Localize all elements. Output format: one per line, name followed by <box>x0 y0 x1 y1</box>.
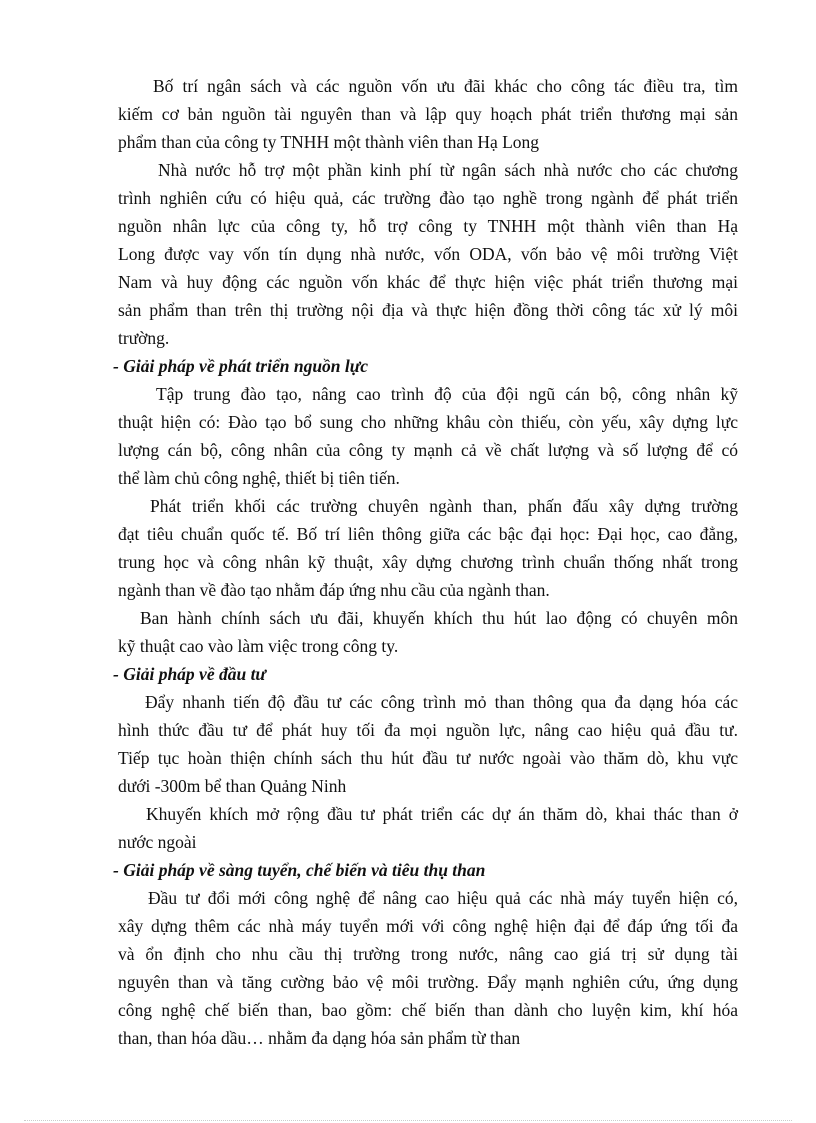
section-heading-investment: - Giải pháp về đầu tư <box>113 664 266 684</box>
paragraph-line: Long được vay vốn tín dụng nhà nước, vốn ODA, vốn bảo vệ môi trường Việt <box>118 244 738 264</box>
paragraph-line: Bố trí ngân sách và các nguồn vốn ưu đãi khác cho công tác điều tra, tìm <box>153 76 738 96</box>
paragraph-line: Khuyến khích mở rộng đầu tư phát triển các dự án thăm dò, khai thác than ở <box>146 804 738 824</box>
paragraph-line: than, than hóa dầu… nhằm đa dạng hóa sản phẩm từ than <box>118 1028 521 1048</box>
paragraph-line: xây dựng thêm các nhà máy tuyển mới với công nghệ hiện đại để đáp ứng tối đa <box>118 916 738 936</box>
paragraph-line: nguyên than và tăng cường bảo vệ môi trường. Đẩy mạnh nghiên cứu, ứng dụng <box>118 972 738 992</box>
paragraph-line: nước ngoài <box>118 832 197 852</box>
paragraph-line: phẩm than của công ty TNHH một thành viên than Hạ Long <box>118 132 540 152</box>
paragraph-line: Đầu tư đổi mới công nghệ để nâng cao hiệu quả các nhà máy tuyển hiện có, <box>148 888 738 908</box>
paragraph-line: Đẩy nhanh tiến độ đầu tư các công trình mỏ than thông qua đa dạng hóa các <box>145 692 738 712</box>
paragraph-line: Tập trung đào tạo, nâng cao trình độ của đội ngũ cán bộ, công nhân kỹ <box>156 384 738 404</box>
paragraph-line: kỹ thuật cao vào làm việc trong công ty. <box>118 636 399 656</box>
paragraph-line: ngành than về đào tạo nhằm đáp ứng nhu cầu của ngành than. <box>118 580 550 600</box>
paragraph-line: trình nghiên cứu có hiệu quả, các trường đào tạo nghề trong ngành để phát triển <box>118 188 738 208</box>
paragraph-line: lượng cán bộ, công nhân của công ty mạnh cả về chất lượng và số lượng để có <box>118 440 738 460</box>
paragraph-line: đạt tiêu chuẩn quốc tế. Bố trí liên thông giữa các bậc đại học: Đại học, cao đẳng, <box>118 524 738 544</box>
paragraph-line: dưới -300m bể than Quảng Ninh <box>118 776 347 796</box>
paragraph-line: nguồn nhân lực của công ty, hỗ trợ công ty TNHH một thành viên than Hạ <box>118 216 738 236</box>
paragraph-line: sản phẩm than trên thị trường nội địa và thực hiện đồng thời công tác xử lý môi <box>118 300 738 320</box>
paragraph-line: kiếm cơ bản nguồn tài nguyên than và lập quy hoạch phát triển thương mại sản <box>118 104 738 124</box>
paragraph-line: và ổn định cho nhu cầu thị trường trong nước, nâng cao giá trị sử dụng tài <box>118 944 738 964</box>
paragraph-line: thuật hiện có: Đào tạo bổ sung cho những khâu còn thiếu, còn yếu, xây dựng lực <box>118 412 738 432</box>
paragraph-line: Tiếp tục hoàn thiện chính sách thu hút đầu tư nước ngoài vào thăm dò, khu vực <box>118 748 738 768</box>
paragraph-line: Nhà nước hỗ trợ một phần kinh phí từ ngân sách nhà nước cho các chương <box>158 160 738 180</box>
page-bottom-divider <box>24 1120 792 1121</box>
paragraph-line: trường. <box>118 328 170 348</box>
paragraph-line: Nam và huy động các nguồn vốn khác để thực hiện việc phát triển thương mại <box>118 272 738 292</box>
paragraph-line: thể làm chủ công nghệ, thiết bị tiên tiến. <box>118 468 400 488</box>
paragraph-line: trung học và công nhân kỹ thuật, xây dựng chương trình chuẩn thống nhất trong <box>118 552 738 572</box>
paragraph-line: Phát triển khối các trường chuyên ngành than, phấn đấu xây dựng trường <box>150 496 738 516</box>
paragraph-line: công nghệ chế biến than, bao gồm: chế biến than dành cho luyện kim, khí hóa <box>118 1000 738 1020</box>
paragraph-line: Ban hành chính sách ưu đãi, khuyến khích thu hút lao động có chuyên môn <box>140 608 738 628</box>
section-heading-human-resources: - Giải pháp về phát triển nguồn lực <box>113 356 369 376</box>
paragraph-line: hình thức đầu tư để phát huy tối đa mọi nguồn lực, nâng cao hiệu quả đầu tư. <box>118 720 738 740</box>
section-heading-processing: - Giải pháp về sàng tuyển, chế biến và tiêu thụ than <box>113 860 486 880</box>
